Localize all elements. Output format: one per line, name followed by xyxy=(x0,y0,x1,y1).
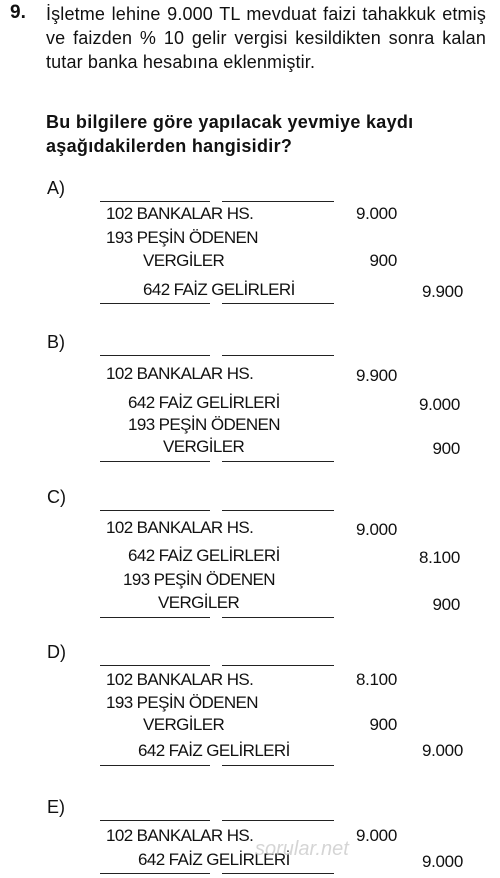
journal-separator-line xyxy=(222,461,334,462)
journal-separator-line xyxy=(100,820,210,821)
journal-separator-line xyxy=(222,510,334,511)
debit-account: 102 BANKALAR HS. xyxy=(106,670,254,689)
journal-separator-line xyxy=(100,303,210,304)
debit-account: 193 PEŞİN ÖDENEN xyxy=(106,228,258,247)
credit-account: 642 FAİZ GELİRLERİ xyxy=(138,850,290,869)
debit-account-cont: VERGİLER xyxy=(143,251,225,270)
journal-separator-line xyxy=(222,617,334,618)
debit-account-cont: VERGİLER xyxy=(143,715,225,734)
credit-amount: 9.000 xyxy=(418,395,460,414)
debit-account: 102 BANKALAR HS. xyxy=(106,364,254,383)
journal-separator-line xyxy=(100,617,210,618)
credit-amount: 9.000 xyxy=(421,852,463,871)
debit-amount: 900 xyxy=(369,715,397,734)
option-c-label: C) xyxy=(47,487,66,507)
debit-account: 102 BANKALAR HS. xyxy=(106,204,254,223)
journal-separator-line xyxy=(222,355,334,356)
question-number: 9. xyxy=(10,2,26,23)
option-d-label: D) xyxy=(47,642,66,662)
option-a-label: A) xyxy=(47,178,65,198)
credit-amount: 900 xyxy=(432,595,460,614)
question-prompt: Bu bilgilere göre yapılacak yevmiye kaydı aşağıdakilerden hangisidir? xyxy=(46,112,414,156)
debit-account: 102 BANKALAR HS. xyxy=(106,518,254,537)
credit-account: 642 FAİZ GELİRLERİ xyxy=(128,546,280,565)
debit-account: 102 BANKALAR HS. xyxy=(106,826,254,845)
journal-separator-line xyxy=(100,665,210,666)
watermark: sorular.net xyxy=(255,838,349,860)
option-b-label: B) xyxy=(47,332,65,352)
journal-separator-line xyxy=(100,201,210,202)
journal-separator-line xyxy=(222,665,334,666)
journal-separator-line xyxy=(222,303,334,304)
debit-account: 193 PEŞİN ÖDENEN xyxy=(106,693,258,712)
journal-separator-line xyxy=(222,201,334,202)
question-stem: İşletme lehine 9.000 TL mevduat faizi tahakkuk etmiş ve faizden % 10 gelir vergisi kesildikten sonra kalan tutar banka hesabına eklenmiştir. xyxy=(46,4,486,72)
journal-separator-line xyxy=(100,765,210,766)
credit-account: 642 FAİZ GELİRLERİ xyxy=(128,393,280,412)
journal-separator-line xyxy=(222,765,334,766)
credit-account: 642 FAİZ GELİRLERİ xyxy=(143,280,295,299)
credit-account: 193 PEŞİN ÖDENEN xyxy=(128,415,280,434)
credit-amount: 9.000 xyxy=(421,741,463,760)
credit-amount: 9.900 xyxy=(421,282,463,301)
credit-amount: 8.100 xyxy=(418,548,460,567)
journal-separator-line xyxy=(222,820,334,821)
debit-amount: 9.000 xyxy=(355,826,397,845)
credit-account-cont: VERGİLER xyxy=(158,593,240,612)
journal-separator-line xyxy=(100,873,210,874)
debit-amount: 9.000 xyxy=(355,204,397,223)
journal-separator-line xyxy=(100,510,210,511)
credit-account: 642 FAİZ GELİRLERİ xyxy=(138,741,290,760)
journal-separator-line xyxy=(222,873,334,874)
credit-amount: 900 xyxy=(432,439,460,458)
debit-amount: 9.900 xyxy=(355,366,397,385)
option-e-label: E) xyxy=(47,797,65,817)
debit-amount: 900 xyxy=(369,251,397,270)
journal-separator-line xyxy=(100,461,210,462)
journal-separator-line xyxy=(100,355,210,356)
credit-account: 193 PEŞİN ÖDENEN xyxy=(123,570,275,589)
credit-account-cont: VERGİLER xyxy=(163,437,245,456)
debit-amount: 8.100 xyxy=(355,670,397,689)
debit-amount: 9.000 xyxy=(355,520,397,539)
